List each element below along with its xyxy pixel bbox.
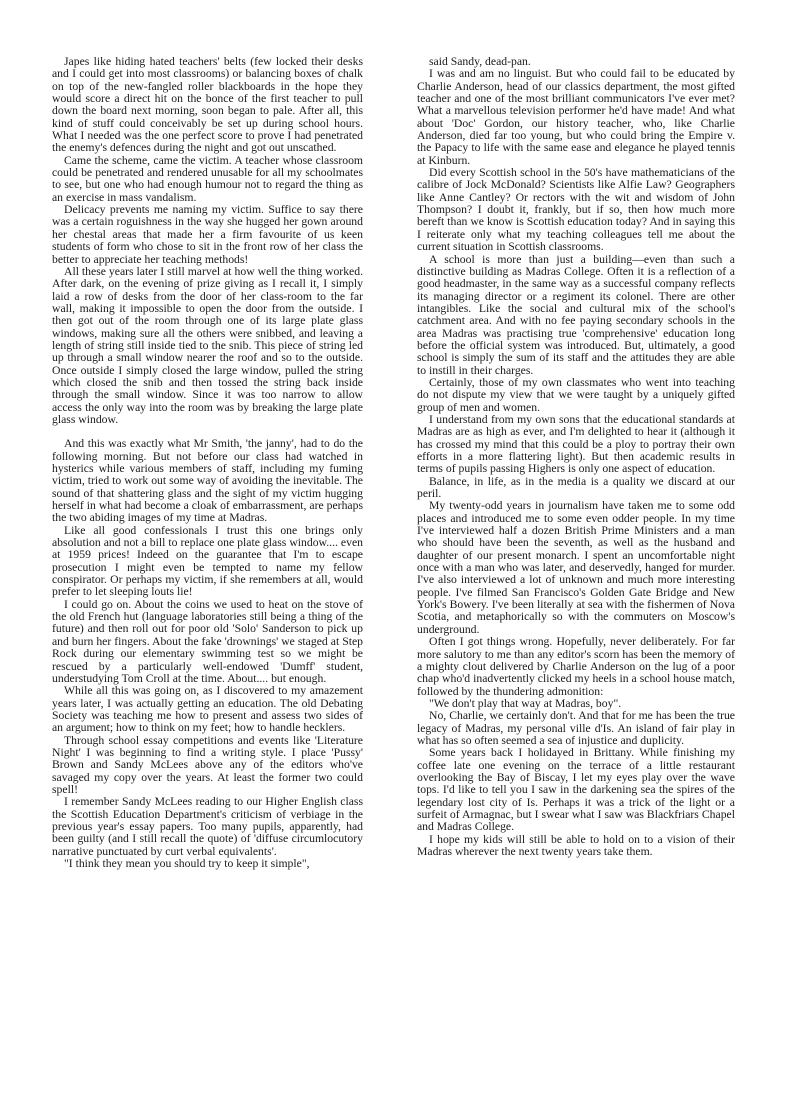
paragraph: I remember Sandy McLees reading to our Higher English class the Scottish Education Department's criticism of verbiage in the previous year's essay papers. Too many pupils, apparently, had been guilty (and I still recall the quote) of 'diffuse circumlocutory narrative punctuated by curt verbal equivalents'. (52, 795, 363, 858)
paragraph: While all this was going on, as I discovered to my amazement years later, I was actually getting an education. The old Debating Society was teaching me how to present and assess two sides of an argument; how to think on my feet; how to handle hecklers. (52, 684, 363, 735)
paragraph: Came the scheme, came the victim. A teacher whose classroom could be penetrated and rendered unusable for all my schoolmates to see, but one who had enough humour not to regard the thing as an exercise in mass vandalism. (52, 153, 363, 204)
paragraph: A school is more than just a building—even than such a distinctive building as Madras College. Often it is a reflection of a good headmaster, in the same way as a successful company reflects its managing director or a regiment its colonel. There are other intangibles. Like the social and cultural mix of the school's catchment area. And with no fee paying secondary schools in the area Madras was practising true 'comprehensive' education long before the official system was introduced. But, ultimately, a good school is simply the sum of its staff and the attitudes they are able to instill in their charges. (417, 252, 735, 377)
paragraph: All these years later I still marvel at how well the thing worked. After dark, on the evening of prize giving as I recall it, I simply laid a row of desks from the door of her class-room to the far wall, making it impossible to open the door from the outside. I then got out of the room through one of its large plate glass windows, making sure all the others were snibbed, and leaving a length of string still inside tied to the snib. This piece of string led up through a small window nearer the roof and so to the outside. Once outside I simply closed the large window, pulled the string which closed the snib and then tossed the string back inside through the small window. Since it was too narrow to allow access the only way into the room was by breaking the large plate glass window. (52, 264, 363, 426)
paragraph: I could go on. About the coins we used to heat on the stove of the old French hut (language laboratories still being a thing of the future) and then roll out for poor old 'Solo' Sanderson to pick up and burn her fingers. About the fake 'drownings' we staged at Step Rock during our elementary swimming test so we might be rescued by a particularly well-endowed 'Dumff' student, understudying Tom Croll at the time. About.... but enough. (52, 597, 363, 685)
paragraph: No, Charlie, we certainly don't. And that for me has been the true legacy of Madras, my personal ville d'Is. An island of fair play in what has so often seemed a sea of injustice and duplicity. (417, 709, 735, 747)
paragraph: Some years back I holidayed in Brittany. While finishing my coffee late one evening on the terrace of a little restaurant overlooking the Bay of Biscay, I let my eyes play over the wave tops. I'd like to tell you I saw in the darkening sea the spires of the legendary lost city of Is. Perhaps it was a trick of the light or a surfeit of Armagnac, but I swear what I saw was Blackfriars Chapel and Madras College. (417, 746, 735, 834)
paragraph: I hope my kids will still be able to hold on to a vision of their Madras wherever the next twenty years take them. (417, 832, 735, 858)
paragraph: Through school essay competitions and events like 'Literature Night' I was beginning to find a writing style. I place 'Pussy' Brown and Sandy McLees above any of the editors who've savaged my copy over the years. At least the former two could spell! (52, 733, 363, 796)
paragraph: Balance, in life, as in the media is a quality we discard at our peril. (417, 474, 735, 501)
paragraph: Did every Scottish school in the 50's have mathematicians of the calibre of Jock McDonald? Scientists like Alfie Law? Geographers like Anne Cantley? Or rectors with the wit and wisdom of John Thompson? I doubt it, frankly, but if so, then how much more bereft than we know is Scottish education today? And in saying this I reiterate only what my teaching colleagues tell me about the current situation in Scottish classrooms. (417, 166, 735, 254)
article-right-column (417, 56, 735, 858)
paragraph: Delicacy prevents me naming my victim. Suffice to say there was a certain roguishness in the way she hugged her gown around her chestal areas that made her a firm favourite of us keen students of form who chose to sit in the front row of her class the better to appreciate her teaching methods! (52, 203, 363, 266)
paragraph: "We don't play that way at Madras, boy". (429, 696, 622, 710)
paragraph: I understand from my own sons that the educational standards at Madras are as high as ever, and I'm delighted to hear it (although it has crossed my mind that this could be a ploy to portray their own efforts in a more flattering light). But then academic results in terms of pupils passing Highers is only one aspect of education. (417, 412, 735, 476)
paragraph: Certainly, those of my own classmates who went into teaching do not dispute my view that we were taught by a uniquely gifted group of men and women. (417, 375, 735, 414)
paragraph: I was and am no linguist. But who could fail to be educated by Charlie Anderson, head of our classics department, the most gifted teacher and one of the most brilliant communicators I've ever met? What a marvellous television performer he'd have made! And what about 'Doc' Gordon, our history teacher, who, like Charlie Anderson, died far too young, but who could bring the Empire v. the Papacy to life with the same ease and elegance he played tennis at Kinburn. (417, 67, 735, 167)
paragraph: "I think they mean you should try to keep it simple", (64, 857, 310, 870)
paragraph: My twenty-odd years in journalism have taken me to some odd places and introduced me to some even odder people. In my time I've interviewed half a dozen British Prime Ministers and a man who should have been the seventh, as well as the husband and daughter of our present monarch. I spent an uncomfortable night once with a man who was later, and deservedly, hanged for murder. I've also interviewed a lot of unknown and much more interesting people. I've filmed San Francisco's Golden Gate Bridge and New York's Bowery. I've been literally at sea with the fishermen of Nova Scotia, and metaphorically so with the commuters on Moscow's underground. (417, 499, 735, 636)
article-left-column (52, 56, 363, 870)
paragraph: And this was exactly what Mr Smith, 'the janny', had to do the following morning. But not before our class had watched in hysterics while various members of staff, including my fuming victim, tried to work out some way of avoiding the inevitable. The sound of that shattering glass and the sight of my victim hugging herself in what had become a cloak of embarrassment, are perhaps the two abiding images of my time at Madras. (52, 437, 363, 525)
paragraph: said Sandy, dead-pan. (429, 55, 531, 68)
paragraph: Like all good confessionals I trust this one brings only absolution and not a bill to replace one plate glass window.... even at 1959 prices! Indeed on the guarantee that I'm to escape prosecution I might even be tempted to name my fellow conspirator. Or perhaps my victim, if she remembers at all, would prefer to let sleeping louts lie! (52, 523, 363, 599)
paragraph: Often I got things wrong. Hopefully, never deliberately. For far more salutory to me than any editor's scorn has been the memory of a mighty clout delivered by Charlie Anderson on the lug of a poor chap who'd inadvertently clicked my heels in a school house match, followed by the thundering admonition: (417, 635, 735, 698)
paragraph: Japes like hiding hated teachers' belts (few locked their desks and I could get into most classrooms) or balancing boxes of chalk on top of the new-fangled roller blackboards in the hope they would score a direct hit on the bonce of the first teacher to pull down the board next morning, soon began to pale. After all, this kind of stuff could conceivably be set up during school hours. What I needed was the one perfect score to prove I had penetrated the enemy's defences during the night and got out unscathed. (52, 55, 363, 155)
